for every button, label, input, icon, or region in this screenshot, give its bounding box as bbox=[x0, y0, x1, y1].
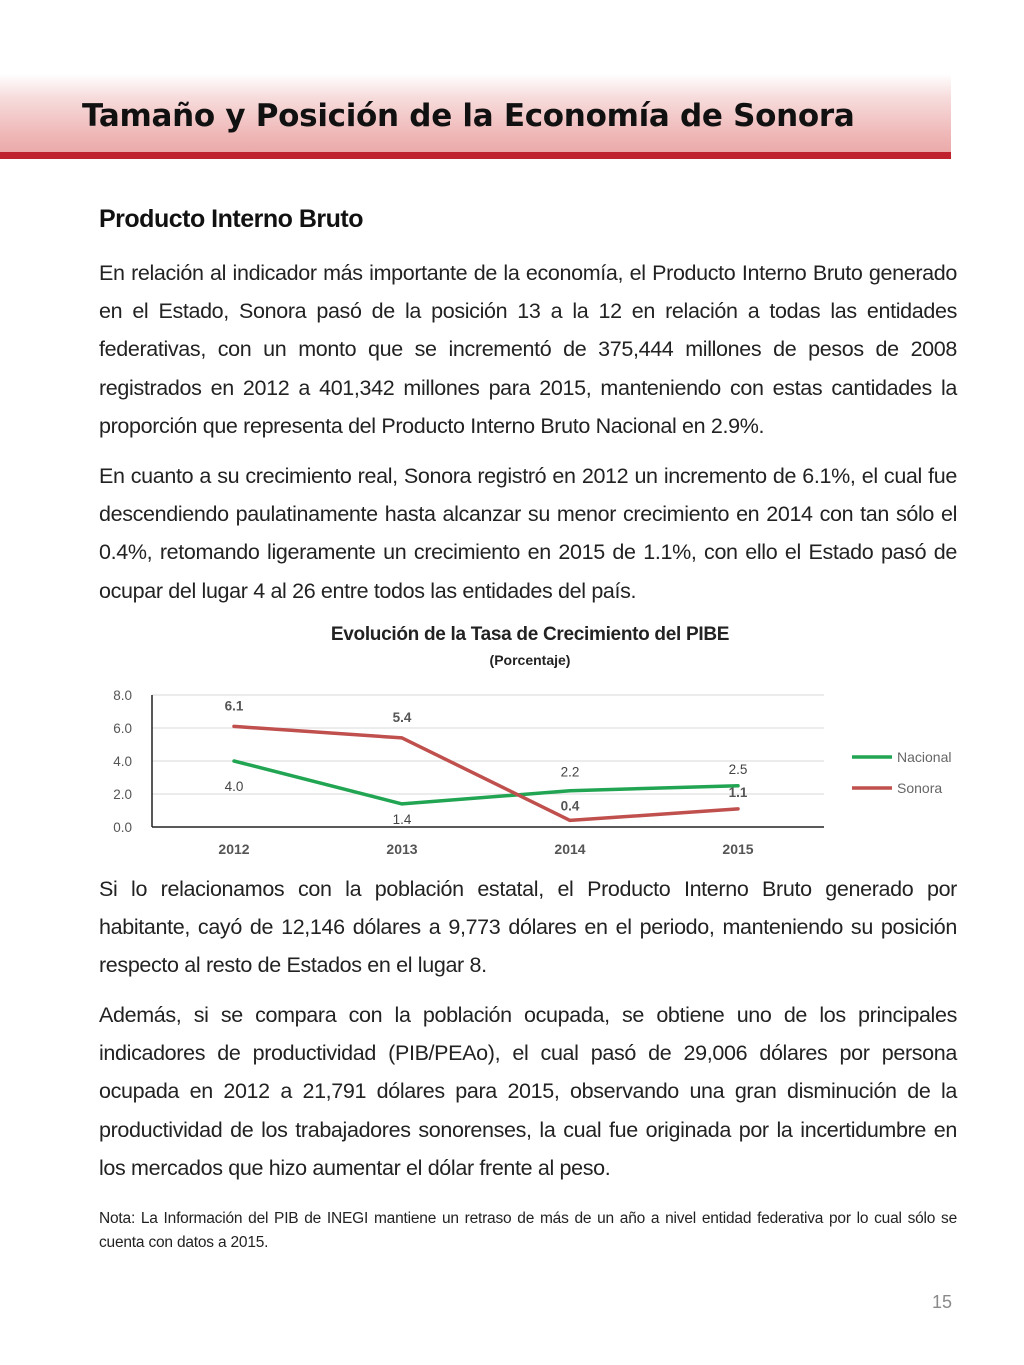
page-number: 15 bbox=[931, 1292, 952, 1312]
data-label-sonora: 6.1 bbox=[224, 698, 244, 714]
y-tick-label: 2.0 bbox=[113, 787, 132, 802]
x-tick-label: 2015 bbox=[722, 841, 754, 857]
paragraph-1: En relación al indicador más importante de la economía, el Producto Interno Bruto generado en el Estado, Sonora pasó de la posición 13 a la 12 en relación a todas las entidades federativas, con un monto que se incrementó de 375,444 millones de pesos de 2008 registrados en 2012 a 401,342 millones para 2015, manteniendo con estas cantidades la proporción que representa del Producto Interno Bruto Nacional en 2.9%. bbox=[99, 261, 957, 438]
footnote: Nota: La Información del PIB de INEGI mantiene un retraso de más de un año a nivel entidad federativa por lo cual sólo se cuenta con datos a 2015. bbox=[99, 1210, 957, 1251]
y-tick-label: 0.0 bbox=[113, 820, 132, 835]
note-block bbox=[99, 1207, 957, 1255]
paragraph-3-block bbox=[99, 870, 957, 985]
x-tick-label: 2012 bbox=[218, 841, 250, 857]
paragraph-3: Si lo relacionamos con la población estatal, el Producto Interno Bruto generado por habitante, cayó de 12,146 dólares a 9,773 dólares en el periodo, manteniendo su posición respecto al resto de Estados en el lugar 8. bbox=[99, 877, 957, 978]
paragraph-4: Además, si se compara con la población ocupada, se obtiene uno de los principales indicadores de productividad (PIB/PEAo), el cual pasó de 29,006 dólares por persona ocupada en 2012 a 21,791 dólares para 2015, observando una gran disminución de la productividad de los trabajadores sonorenses, la cual fue originada por la incertidumbre en los mercados que hizo aumentar el dólar frente al peso. bbox=[99, 1003, 957, 1180]
page-title: Tamaño y Posición de la Economía de Sonora bbox=[82, 98, 855, 134]
data-label-nacional: 4.0 bbox=[224, 779, 244, 794]
legend-label-sonora: Sonora bbox=[897, 780, 943, 796]
paragraph-2: En cuanto a su crecimiento real, Sonora registró en 2012 un incremento de 6.1%, el cual fue descendiendo paulatinamente hasta alcanzar su menor crecimiento en 2014 con tan sólo el 0.4%, retomando ligeramente un crecimiento en 2015 de 1.1%, con ello el Estado pasó de ocupar del lugar 4 al 26 entre todos las entidades del país. bbox=[99, 464, 957, 603]
series-line-sonora bbox=[234, 726, 738, 820]
chart-subtitle: (Porcentaje) bbox=[489, 652, 571, 668]
data-label-nacional: 2.5 bbox=[728, 761, 748, 777]
x-tick-label: 2014 bbox=[554, 841, 586, 857]
chart-title: Evolución de la Tasa de Crecimiento del PIBE bbox=[330, 624, 730, 645]
data-label-sonora: 1.1 bbox=[728, 784, 748, 800]
data-label-nacional: 2.2 bbox=[560, 764, 580, 780]
y-tick-label: 8.0 bbox=[113, 688, 132, 703]
x-tick-label: 2013 bbox=[386, 841, 418, 857]
section-heading: Producto Interno Bruto bbox=[99, 205, 363, 233]
paragraph-4-block bbox=[99, 996, 957, 1187]
y-tick-label: 6.0 bbox=[113, 721, 132, 736]
data-label-sonora: 5.4 bbox=[392, 709, 412, 725]
series-line-nacional bbox=[234, 761, 738, 804]
legend-label-nacional: Nacional bbox=[897, 749, 952, 765]
data-label-sonora: 0.4 bbox=[560, 798, 580, 814]
data-label-nacional: 1.4 bbox=[392, 811, 412, 827]
y-tick-label: 4.0 bbox=[113, 754, 132, 769]
